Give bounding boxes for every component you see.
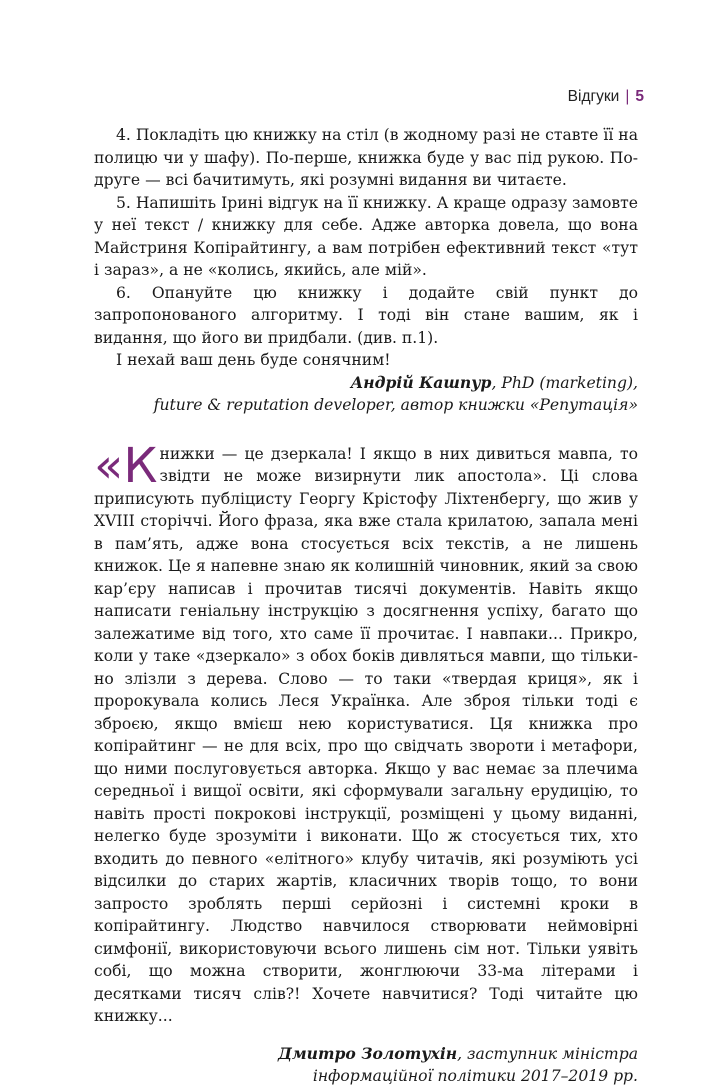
drop-cap: «К — [94, 437, 158, 494]
page-body — [94, 124, 638, 1088]
review1-author-name: Андрій Кашпур — [350, 372, 492, 392]
section-title: Відгуки — [567, 88, 620, 105]
review1-item-5: 5. Напишіть Ірині відгук на її книжку. А краще одразу замовте у неї текст / книжку для себе. Адже авторка довела, що вона Майстриня Копірайтингу, а вам потрібен ефективний текст «тут і зараз», а не «колись, якийсь, але мій». — [94, 193, 638, 279]
header-separator: | — [625, 88, 630, 105]
review2-text — [94, 437, 638, 1028]
review2-signature-line1 — [94, 1043, 638, 1066]
running-header — [568, 88, 644, 106]
review1-item-4: 4. Покладіть цю книжку на стіл (в жодному разі не ставте її на полицю чи у шафу). По-перше, книжка буде у вас під рукою. По-друге — всі бачитимуть, які розумні видання ви читаєте. — [94, 126, 638, 189]
review2-body: нижки — це дзеркала! І якщо в них дивиться мавпа, то звідти не може визирнути лик апостола». Ці слова приписують публіцисту Георгу Крістофу Ліхтенбергу, що жив у XVIII сторіччі. Його фраза, яка вже стала крилатою, запала мені в пам’ять, адже вона стосується всіх текстів, а не лишень книжок. Це я напевне знаю як колишній чиновник, який за свою кар’єру написав і прочитав тисячі документів. Навіть якщо написати геніальну інструкцію з досягнення успіху, багато що залежатиме від того, хто саме її прочитає. І навпаки... Прикро, коли у таке «дзеркало» з обох боків дивляться мавпи, що тільки-но злізли з дерева. Слово — то таки «твердая криця», як і пророкувала колись Леся Українка. Але зброя тільки тоді є зброєю, якщо вмієш нею користуватися. Ця книжка про копірайтинг — не для всіх, про що свідчать звороти і метафори, що ними послуговується авторка. Якщо у вас немає за плечима середньої і вищої освіти, які сформували загальну ерудицію, то навіть прості покрокові інструкції, розміщені у цьому виданні, нелегко буде зрозуміти і виконати. Що ж стосується тих, хто входить до певного «елітного» клубу читачів, які розуміють усі відсилки до старих жартів, класичних творів тощо, то вони запросто зроблять перші серйозні і системні кроки в копірайтингу. Людство навчилося створювати неймовірні симфонії, використовуючи всього лишень сім нот. Тільки уявіть собі, що можна створити, жонглюючи 33-ма літерами і десятками тисяч слів?! Хочете навчитися? Тоді читайте цю книжку... — [94, 444, 638, 1025]
review1-author-title: , PhD (marketing), — [491, 373, 638, 392]
page-number: 5 — [635, 88, 644, 105]
review2-author-title: , заступник міністра — [457, 1044, 638, 1063]
review1-item-6: 6. Опануйте цю книжку і додайте свій пункт до запропонованого алгоритму. І тоді він стане вашим, як і видання, що його ви придбали. (див. п.1). — [94, 283, 638, 347]
review2-signature-line2: інформаційної політики 2017–2019 рр. — [312, 1067, 638, 1085]
review2-author-name: Дмитро Золотухін — [277, 1043, 458, 1063]
review1-closing: І нехай ваш день буде сонячним! — [116, 351, 391, 369]
review1-signature-line1 — [94, 372, 638, 395]
review1-signature-line2: future & reputation developer, автор книжки «Репутація» — [153, 396, 638, 414]
